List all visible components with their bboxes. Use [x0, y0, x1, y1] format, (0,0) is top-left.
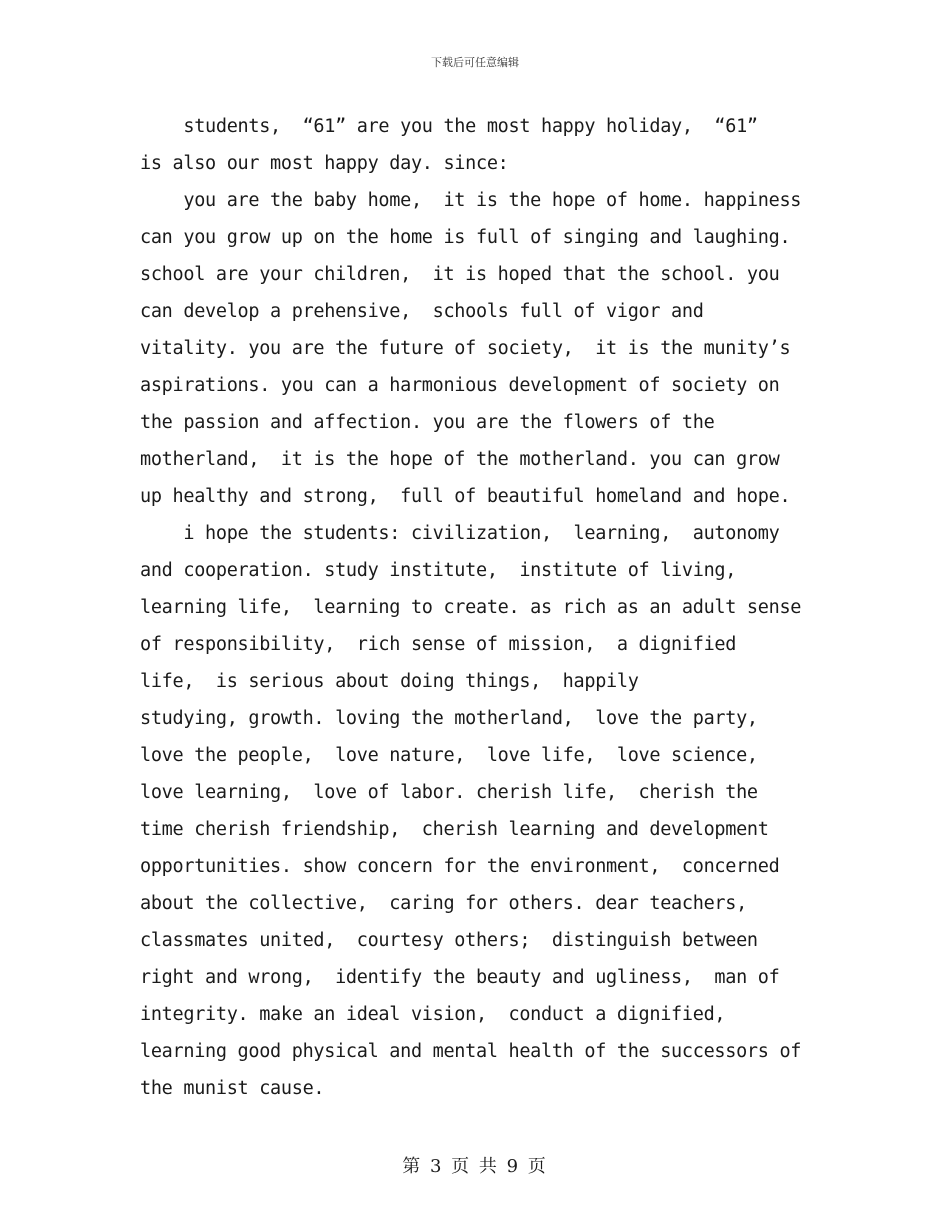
text-line: students, “61” are you the most happy holiday, “61”	[140, 116, 758, 137]
text-line: life, is serious about doing things, happily	[140, 671, 639, 692]
text-line: motherland, it is the hope of the motherland. you can grow	[140, 449, 780, 470]
text-line: you are the baby home, it is the hope of home. happiness	[140, 190, 802, 211]
text-line: the passion and affection. you are the flowers of the	[140, 412, 715, 433]
text-line: love learning, love of labor. cherish life, cherish the	[140, 782, 758, 803]
text-line: learning life, learning to create. as rich as an adult sense	[140, 597, 802, 618]
text-line: aspirations. you can a harmonious development of society on	[140, 375, 780, 396]
document-body	[140, 108, 810, 1107]
text-line: learning good physical and mental health of the successors of	[140, 1041, 802, 1062]
text-line: school are your children, it is hoped that the school. you	[140, 264, 780, 285]
text-line: time cherish friendship, cherish learning and development	[140, 819, 769, 840]
text-line: about the collective, caring for others. dear teachers,	[140, 893, 747, 914]
text-line: can you grow up on the home is full of singing and laughing.	[140, 227, 791, 248]
text-line: up healthy and strong, full of beautiful homeland and hope.	[140, 486, 791, 507]
text-line: of responsibility, rich sense of mission, a dignified	[140, 634, 737, 655]
text-line: love the people, love nature, love life, love science,	[140, 745, 758, 766]
text-line: integrity. make an ideal vision, conduct a dignified,	[140, 1004, 726, 1025]
text-line: is also our most happy day. since:	[140, 153, 509, 174]
page-number-footer: 第 3 页 共 9 页	[402, 1156, 548, 1177]
text-line: i hope the students: civilization, learning, autonomy	[140, 523, 780, 544]
text-line: right and wrong, identify the beauty and ugliness, man of	[140, 967, 780, 988]
text-line: and cooperation. study institute, institute of living,	[140, 560, 737, 581]
text-line: studying, growth. loving the motherland, love the party,	[140, 708, 758, 729]
text-line: opportunities. show concern for the environment, concerned	[140, 856, 780, 877]
text-line: can develop a prehensive, schools full of vigor and	[140, 301, 704, 322]
text-line: vitality. you are the future of society, it is the munity’s	[140, 338, 791, 359]
page-header: 下载后可任意编辑	[431, 56, 519, 69]
text-line: classmates united, courtesy others; distinguish between	[140, 930, 758, 951]
text-line: the munist cause.	[140, 1078, 325, 1099]
